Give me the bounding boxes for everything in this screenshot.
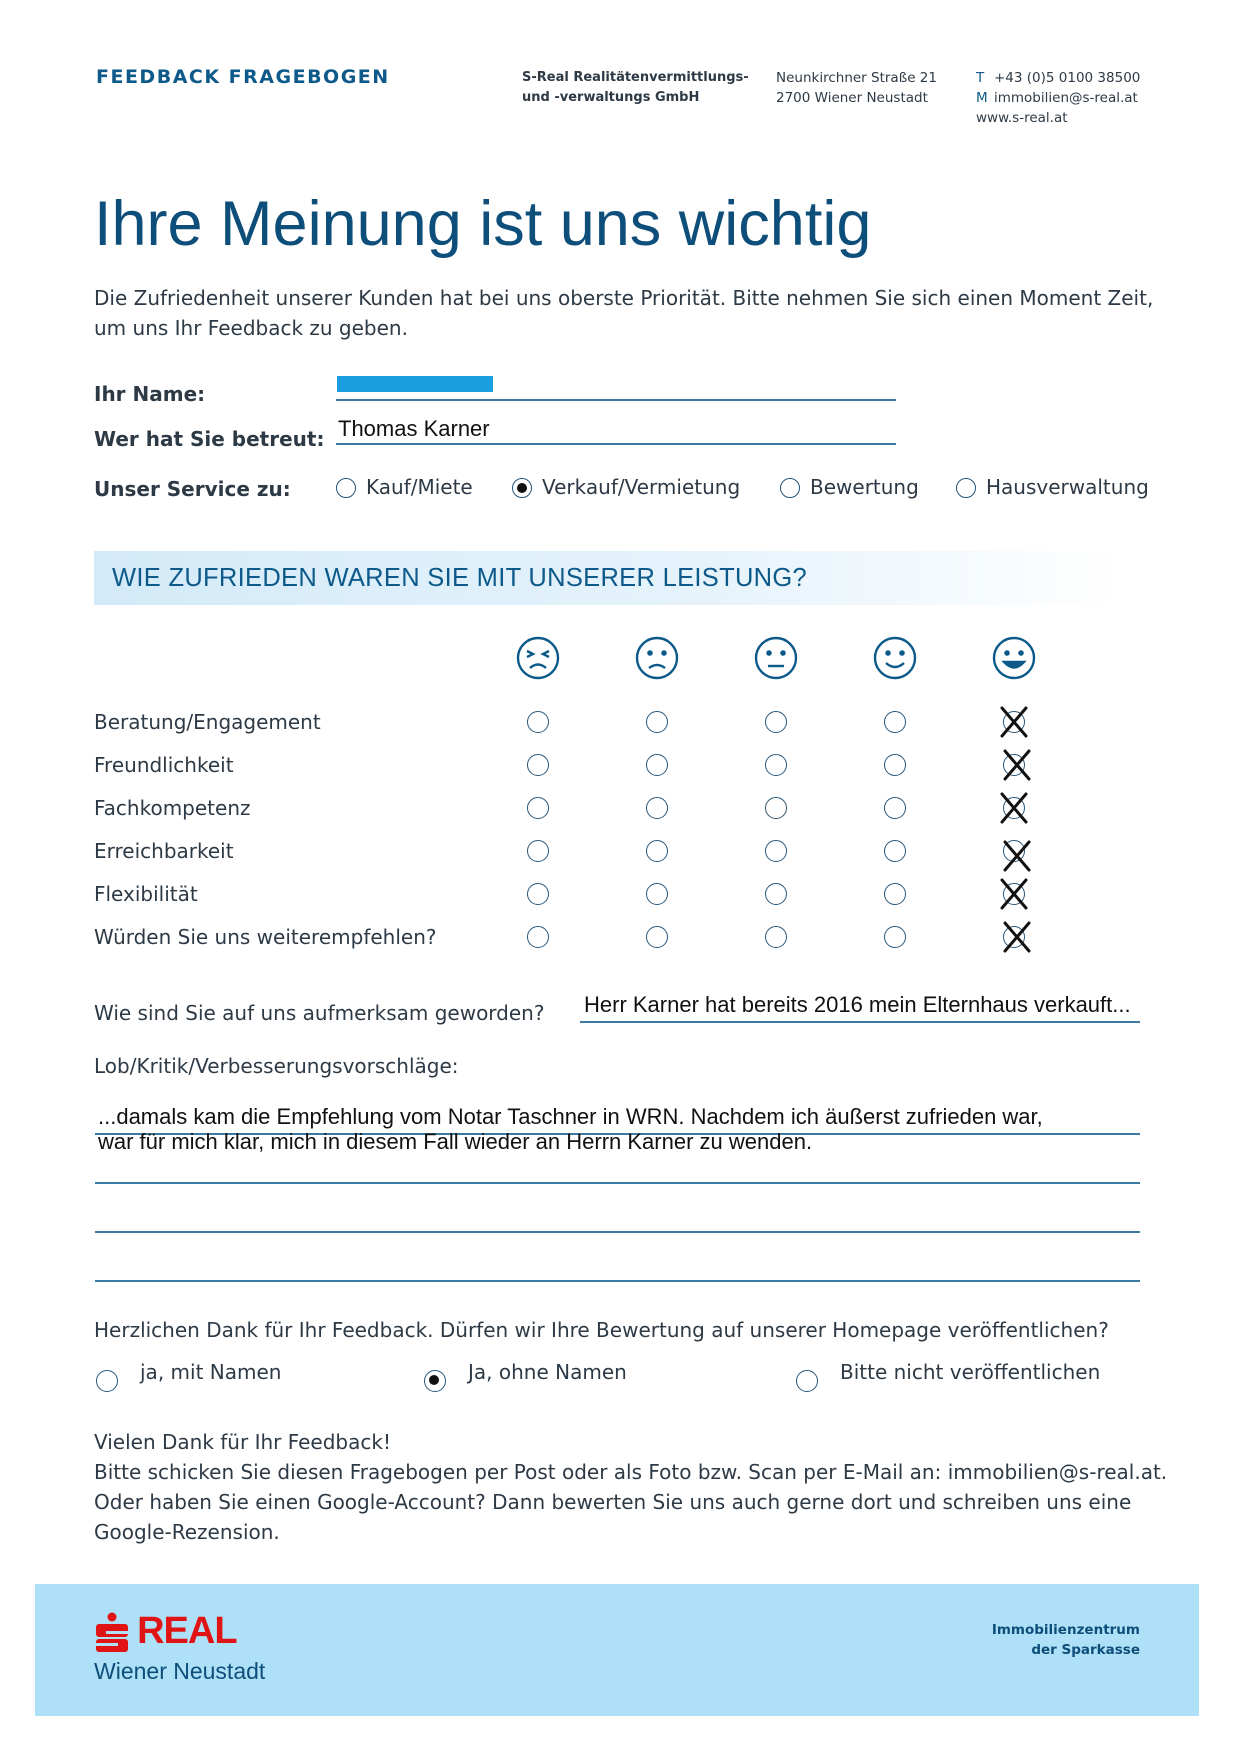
- rating-radio[interactable]: [527, 883, 549, 905]
- brand-logo: [94, 1610, 237, 1654]
- rating-radio[interactable]: [527, 840, 549, 862]
- closing-line-2: Bitte schicken Sie diesen Fragebogen per Post oder als Foto bzw. Scan per E-Mail an: immobilien@s-real.at.: [94, 1460, 1168, 1484]
- address-line-2: 2700 Wiener Neustadt: [776, 90, 928, 106]
- rating-row-label: Würden Sie uns weiterempfehlen?: [94, 925, 437, 949]
- closing-line-4: Google-Rezension.: [94, 1520, 280, 1544]
- comments-text-line-2[interactable]: war für mich klar, mich in diesem Fall wieder an Herrn Karner zu wenden.: [98, 1129, 813, 1154]
- comments-line-2: [95, 1182, 1140, 1184]
- rating-radio[interactable]: [527, 797, 549, 819]
- rating-radio[interactable]: [884, 797, 906, 819]
- rating-row-label: Erreichbarkeit: [94, 839, 234, 863]
- page-headline: Ihre Meinung ist uns wichtig: [94, 189, 872, 259]
- company-line-1: S-Real Realitätenvermittlungs-: [522, 70, 749, 85]
- publish-radio-1[interactable]: [96, 1370, 118, 1392]
- advisor-label: Wer hat Sie betreut:: [94, 427, 325, 451]
- cross-mark-icon: [994, 874, 1034, 914]
- service-option-label: Kauf/Miete: [366, 475, 473, 499]
- footer-tagline-line-1: Immobilienzentrum: [991, 1622, 1140, 1638]
- rating-heading: WIE ZUFRIEDEN WAREN SIE MIT UNSERER LEISTUNG?: [112, 564, 807, 592]
- closing-line-1: Vielen Dank für Ihr Feedback!: [94, 1430, 391, 1454]
- rating-scale-icons: [0, 0, 1240, 700]
- rating-radio[interactable]: [765, 926, 787, 948]
- rating-radio[interactable]: [646, 754, 668, 776]
- publish-radio-2[interactable]: [424, 1370, 446, 1392]
- email-address[interactable]: immobilien@s-real.at: [994, 90, 1138, 106]
- footer-tagline: [980, 1620, 1140, 1660]
- service-option-label: Bewertung: [810, 475, 919, 499]
- rating-row-label: Flexibilität: [94, 882, 198, 906]
- comments-label: Lob/Kritik/Verbesserungsvorschläge:: [94, 1054, 459, 1078]
- rating-radio[interactable]: [527, 711, 549, 733]
- brand-name: REAL: [137, 1610, 237, 1652]
- sad-face-icon: [637, 638, 677, 678]
- phone-label: T: [976, 70, 985, 86]
- closing-text: [94, 1427, 1204, 1547]
- service-label: Unser Service zu:: [94, 477, 291, 501]
- mail-label: M: [976, 90, 988, 106]
- rating-radio[interactable]: [646, 926, 668, 948]
- comments-text-line-1[interactable]: ...damals kam die Empfehlung vom Notar Taschner in WRN. Nachdem ich äußerst zufrieden war,: [98, 1104, 1043, 1129]
- very-unhappy-face-icon: [518, 638, 558, 678]
- rating-radio[interactable]: [527, 926, 549, 948]
- rating-radio[interactable]: [765, 883, 787, 905]
- name-label: Ihr Name:: [94, 382, 206, 406]
- closing-line-3: Oder haben Sie einen Google-Account? Dann bewerten Sie uns auch gerne dort und schreiben uns eine: [94, 1490, 1132, 1514]
- rating-radio[interactable]: [765, 754, 787, 776]
- publish-question: Herzlichen Dank für Ihr Feedback. Dürfen wir Ihre Bewertung auf unserer Homepage veröffentlichen?: [94, 1318, 1109, 1342]
- rating-radio[interactable]: [884, 883, 906, 905]
- form-title: FEEDBACK FRAGEBOGEN: [96, 66, 390, 88]
- phone-number: +43 (0)5 0100 38500: [994, 70, 1141, 86]
- publish-option-label: Bitte nicht veröffentlichen: [840, 1360, 1101, 1384]
- cross-mark-icon: [997, 745, 1037, 785]
- comments-line-3: [95, 1231, 1140, 1233]
- publish-option-label: ja, mit Namen: [140, 1360, 282, 1384]
- rating-radio[interactable]: [765, 711, 787, 733]
- rating-radio[interactable]: [884, 711, 906, 733]
- rating-radio[interactable]: [646, 840, 668, 862]
- address-line-1: Neunkirchner Straße 21: [776, 70, 937, 86]
- rating-radio[interactable]: [884, 840, 906, 862]
- cross-mark-icon: [997, 836, 1037, 876]
- intro-line-2: um uns Ihr Feedback zu geben.: [94, 316, 408, 340]
- rating-row-label: Beratung/Engagement: [94, 710, 321, 734]
- footer-tagline-line-2: der Sparkasse: [1031, 1642, 1140, 1658]
- cross-mark-icon: [994, 788, 1034, 828]
- advisor-value[interactable]: Thomas Karner: [338, 416, 490, 441]
- rating-radio[interactable]: [765, 840, 787, 862]
- comments-line-4: [95, 1280, 1140, 1282]
- very-happy-face-icon: [994, 638, 1034, 678]
- rating-radio[interactable]: [646, 711, 668, 733]
- cross-mark-icon: [994, 702, 1034, 742]
- rating-row-label: Fachkompetenz: [94, 796, 251, 820]
- publish-option-label: Ja, ohne Namen: [468, 1360, 627, 1384]
- service-option-label: Hausverwaltung: [986, 475, 1149, 499]
- service-option-label: Verkauf/Vermietung: [542, 475, 741, 499]
- rating-row-label: Freundlichkeit: [94, 753, 234, 777]
- rating-radio[interactable]: [646, 883, 668, 905]
- brand-city: Wiener Neustadt: [94, 1658, 266, 1684]
- company-line-2: und -verwaltungs GmbH: [522, 90, 700, 105]
- source-field-line: [580, 1021, 1140, 1023]
- neutral-face-icon: [756, 638, 796, 678]
- source-value[interactable]: Herr Karner hat bereits 2016 mein Elternhaus verkauft...: [584, 992, 1131, 1017]
- smile-face-icon: [875, 638, 915, 678]
- cross-mark-icon: [997, 917, 1037, 957]
- intro-line-1: Die Zufriedenheit unserer Kunden hat bei uns oberste Priorität. Bitte nehmen Sie sich einen Moment Zeit,: [94, 286, 1154, 310]
- rating-radio[interactable]: [884, 926, 906, 948]
- website-link[interactable]: www.s-real.at: [976, 110, 1068, 126]
- rating-radio[interactable]: [765, 797, 787, 819]
- source-label: Wie sind Sie auf uns aufmerksam geworden?: [94, 1001, 545, 1025]
- publish-radio-3[interactable]: [796, 1370, 818, 1392]
- rating-radio[interactable]: [884, 754, 906, 776]
- sparkasse-s-icon: [94, 1612, 132, 1654]
- rating-radio[interactable]: [646, 797, 668, 819]
- rating-radio[interactable]: [527, 754, 549, 776]
